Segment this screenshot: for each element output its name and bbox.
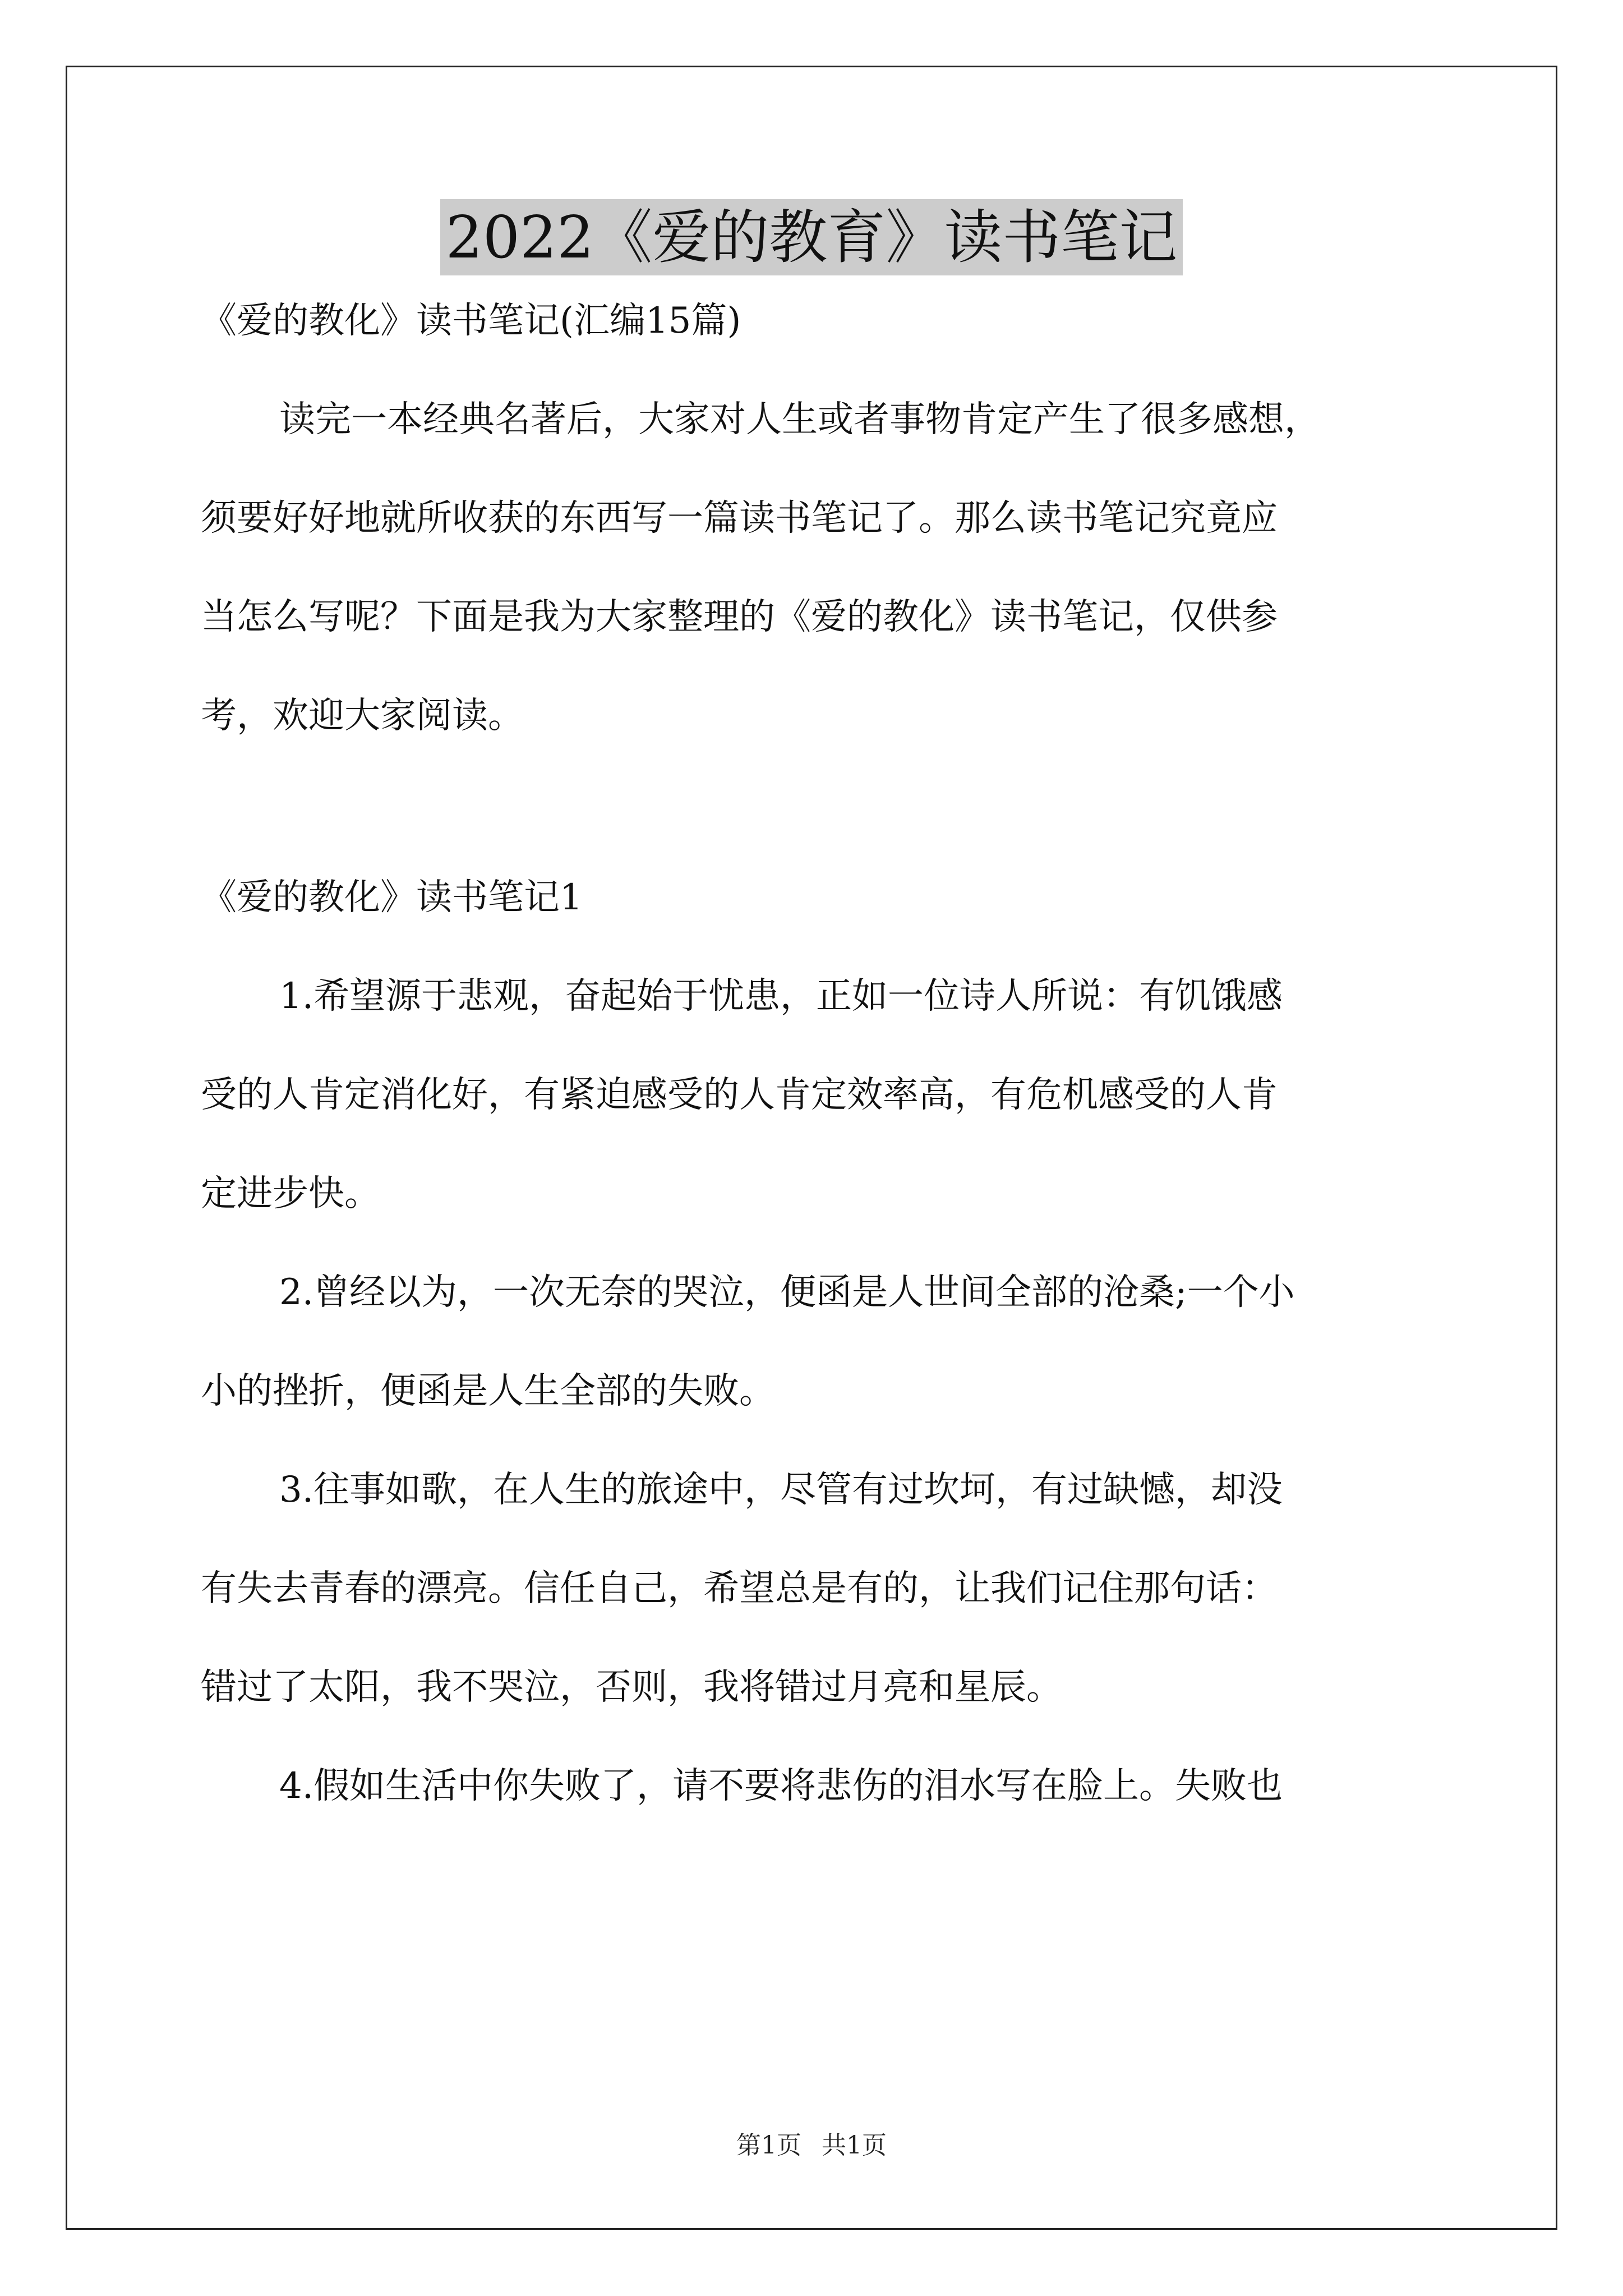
title-container [0, 199, 1623, 275]
intro-line: 读完一本经典名著后，大家对人生或者事物肯定产生了很多感想， [279, 399, 1320, 440]
note-line: 小的挫折，便函是人生全部的失败。 [201, 1370, 775, 1412]
note-line: 错过了太阳，我不哭泣，否则，我将错过月亮和星辰。 [201, 1667, 1062, 1708]
note-line: 定进步快。 [201, 1173, 380, 1214]
intro-line: 当怎么写呢？下面是我为大家整理的《爱的教化》读书笔记，仅供参 [201, 596, 1278, 638]
note-item-3 [201, 1466, 1435, 1711]
note-line: 4.假如生活中你失败了，请不要将悲伤的泪水写在脸上。失败也 [279, 1765, 1283, 1807]
document-title: 2022《爱的教育》读书笔记 [440, 199, 1183, 275]
note-line: 1.希望源于悲观，奋起始于忧患，正如一位诗人所说：有饥饿感 [279, 976, 1283, 1017]
note-item-2 [201, 1269, 1435, 1415]
note-item-1 [201, 973, 1435, 1217]
intro-paragraph [201, 396, 1435, 739]
page-total: 共1页 [822, 2131, 887, 2160]
document-subtitle: 《爱的教化》读书笔记(汇编15篇) [201, 300, 741, 342]
note-line: 3.往事如歌，在人生的旅途中，尽管有过坎坷，有过缺憾，却没 [279, 1469, 1283, 1511]
note-line: 有失去青春的漂亮。信任自己，希望总是有的，让我们记住那句话： [201, 1568, 1278, 1609]
note-line: 受的人肯定消化好，有紧迫感受的人肯定效率高，有危机感受的人肯 [201, 1074, 1278, 1116]
section-heading: 《爱的教化》读书笔记1 [201, 877, 583, 918]
note-line: 2.曾经以为，一次无奈的哭泣，便函是人世间全部的沧桑;一个小 [279, 1272, 1295, 1313]
intro-line: 须要好好地就所收获的东西写一篇读书笔记了。那么读书笔记究竟应 [201, 498, 1278, 539]
intro-line: 考，欢迎大家阅读。 [201, 695, 524, 737]
page-footer [0, 2129, 1623, 2162]
page-number: 第1页 [736, 2131, 801, 2160]
document-body [201, 297, 1435, 1861]
note-item-4 [201, 1763, 1435, 1810]
